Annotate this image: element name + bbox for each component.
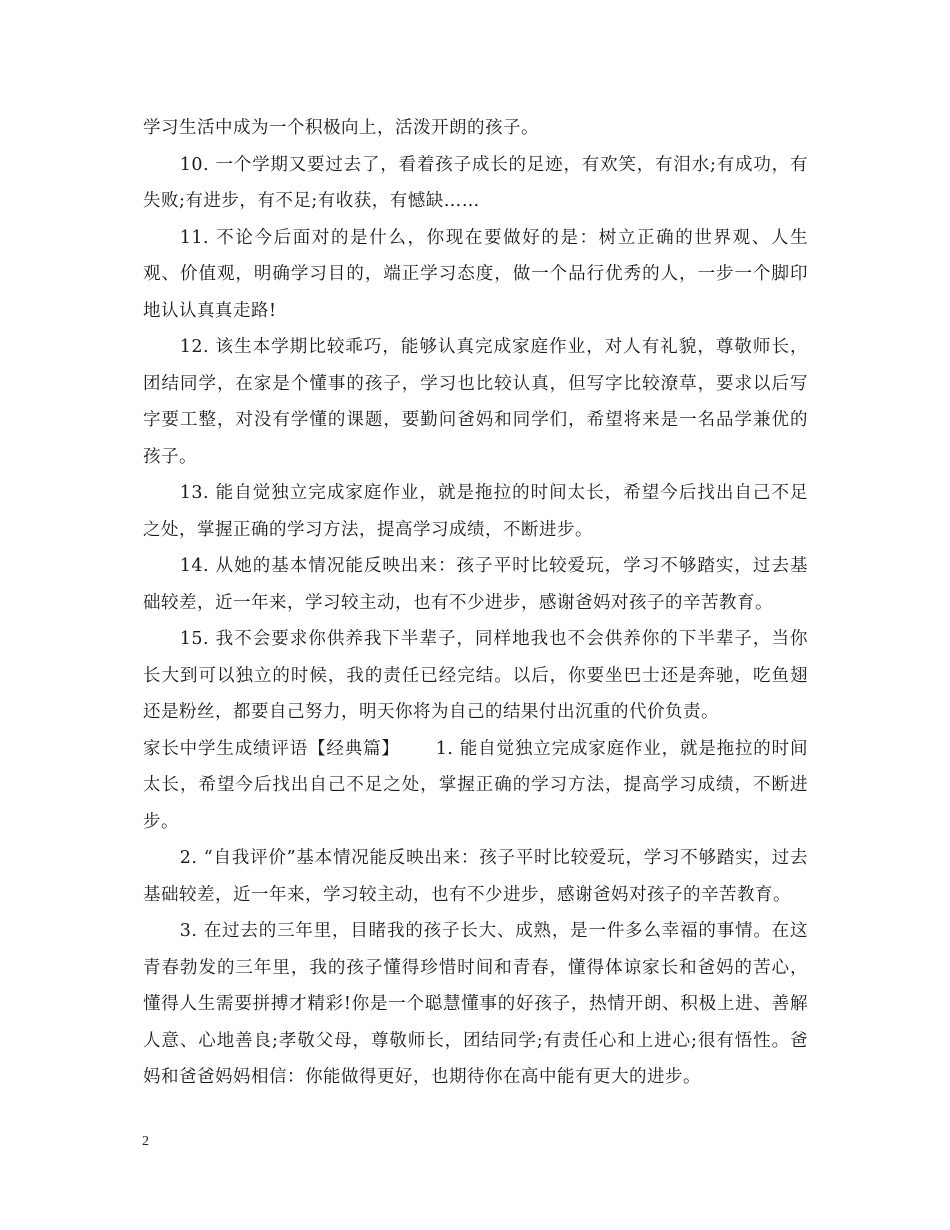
section-heading: 家长中学生成绩评语【经典篇】: [143, 738, 400, 759]
paragraph-item-2: 2. “自我评价”基本情况能反映出来：孩子平时比较爱玩，学习不够踏实，过去基础较差，近一年来，学习较主动，也有不少进步，感谢爸妈对孩子的辛苦教育。: [143, 848, 808, 905]
paragraph-item-3: 3. 在过去的三年里，目睹我的孩子长大、成熟，是一件多么幸福的事情。在这青春勃发的三年里，我的孩子懂得珍惜时间和青春，懂得体谅家长和爸妈的苦心，懂得人生需要拼搏才精彩!你是一个聪慧懂事的好孩子，热情开朗、积极上进、善解人意、心地善良;孝敬父母，尊敬师长，团结同学;有责任心和上进心;很有悟性。爸妈和爸爸妈妈相信：你能做得更好，也期待你在高中能有更大的进步。: [143, 921, 808, 1087]
paragraph-continuation: 学习生活中成为一个积极向上，活泼开朗的孩子。: [143, 118, 539, 138]
section-first-item: 1. 能自觉独立完成家庭作业，就是拖拉的时间太长，希望今后找出自己不足之处，掌握正确的学习方法，提高学习成绩，不断进步。: [143, 738, 808, 832]
document-body: [143, 110, 808, 1096]
paragraph-group-before: [143, 110, 808, 731]
section-start: [143, 731, 808, 841]
paragraph-item-13: 13. 能自觉独立完成家庭作业，就是拖拉的时间太长，希望今后找出自己不足之处，掌握正确的学习方法，提高学习成绩，不断进步。: [143, 483, 808, 540]
paragraph-group-after: [143, 840, 808, 1096]
paragraph-item-12: 12. 该生本学期比较乖巧，能够认真完成家庭作业，对人有礼貌，尊敬师长，团结同学，在家是个懂事的孩子，学习也比较认真，但写字比较潦草，要求以后写字要工整，对没有学懂的课题，要勤问爸妈和同学们，希望将来是一名品学兼优的孩子。: [143, 337, 808, 467]
paragraph-item-11: 11. 不论今后面对的是什么，你现在要做好的是：树立正确的世界观、人生观、价值观，明确学习目的，端正学习态度，做一个品行优秀的人，一步一个脚印地认认真真走路!: [143, 227, 808, 321]
paragraph-item-10: 10. 一个学期又要过去了，看着孩子成长的足迹，有欢笑，有泪水;有成功，有失败;有进步，有不足;有收获，有憾缺……: [143, 154, 808, 211]
paragraph-item-14: 14. 从她的基本情况能反映出来：孩子平时比较爱玩，学习不够踏实，过去基础较差，近一年来，学习较主动，也有不少进步，感谢爸妈对孩子的辛苦教育。: [143, 556, 808, 613]
page-number: 2: [142, 1134, 149, 1149]
paragraph-item-15: 15. 我不会要求你供养我下半辈子，同样地我也不会供养你的下半辈子，当你长大到可以独立的时候，我的责任已经完结。以后，你要坐巴士还是奔驰，吃鱼翅还是粉丝，都要自己努力，明天你将为自己的结果付出沉重的代价负责。: [143, 629, 808, 722]
